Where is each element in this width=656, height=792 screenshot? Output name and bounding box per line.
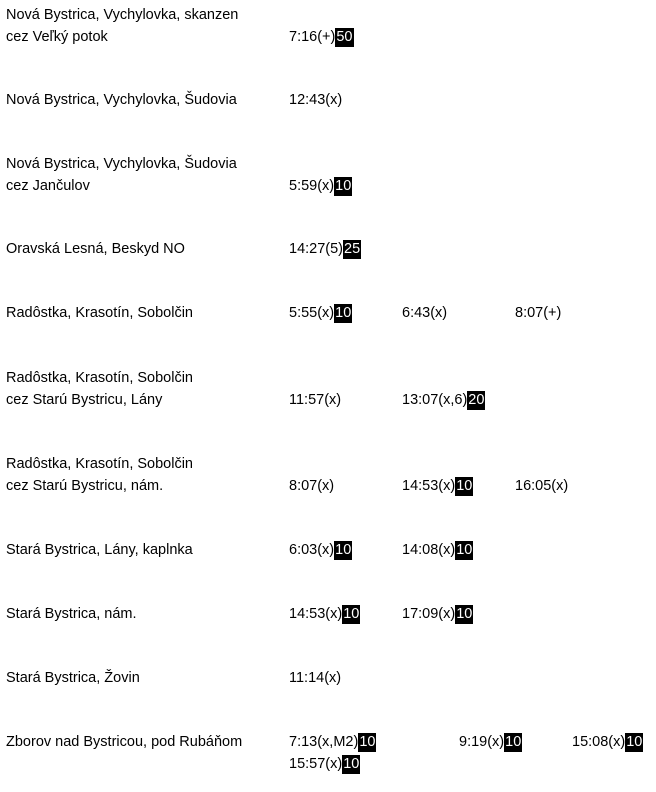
destination: [6, 238, 286, 260]
destination-line: cez Jančulov: [6, 178, 90, 194]
departure-time: [289, 26, 354, 48]
schedule-row: [6, 302, 656, 350]
destination: [6, 731, 286, 753]
time-text: 15:57(x): [289, 756, 343, 772]
schedule-row: [6, 153, 656, 201]
time-text: 13:07(x,6): [402, 392, 468, 408]
frequency-badge: 10: [343, 606, 360, 622]
destination: [6, 367, 286, 411]
destination: [6, 302, 286, 324]
destination-line: Radôstka, Krasotín, Sobolčin: [6, 370, 193, 386]
destination-line: Oravská Lesná, Beskyd NO: [6, 241, 185, 257]
departure-time: [289, 753, 360, 775]
destination: [6, 603, 286, 625]
time-text: 11:14(x): [289, 670, 342, 686]
destination: [6, 89, 286, 111]
destination-line: Zborov nad Bystricou, pod Rubáňom: [6, 734, 243, 750]
departure-time: [289, 667, 341, 689]
departure-times: [289, 539, 656, 587]
destination-line: Stará Bystrica, Lány, kaplnka: [6, 542, 193, 558]
time-text: 17:09(x): [402, 606, 456, 622]
destination-line: Nová Bystrica, Vychylovka, skanzen: [6, 7, 239, 23]
destination-line: Radôstka, Krasotín, Sobolčin: [6, 305, 193, 321]
destination: [6, 4, 286, 48]
departure-time: [572, 731, 643, 753]
time-text: 14:08(x): [402, 542, 456, 558]
schedule-row: [6, 453, 656, 501]
departure-time: [289, 302, 352, 324]
destination-line: Stará Bystrica, Žovin: [6, 670, 140, 686]
departure-time: [289, 175, 352, 197]
departure-time: [402, 475, 473, 497]
destination-line: cez Starú Bystricu, Lány: [6, 392, 163, 408]
frequency-badge: 10: [343, 756, 360, 772]
schedule-row: [6, 4, 656, 52]
departure-time: [402, 389, 485, 411]
frequency-badge: 10: [359, 734, 376, 750]
time-text: 8:07(x): [289, 478, 335, 494]
schedule-row: [6, 731, 656, 779]
time-text: 5:59(x): [289, 178, 335, 194]
time-text: 8:07(+): [515, 305, 562, 321]
time-text: 16:05(x): [515, 478, 569, 494]
departure-times: [289, 302, 656, 350]
departure-time: [515, 475, 568, 497]
schedule-row: [6, 603, 656, 651]
destination-line: Radôstka, Krasotín, Sobolčin: [6, 456, 193, 472]
schedule-row: [6, 89, 656, 137]
schedule-row: [6, 238, 656, 286]
departure-time: [289, 539, 352, 561]
departure-time: [289, 389, 341, 411]
departure-time: [459, 731, 522, 753]
time-text: 14:27(5): [289, 241, 344, 257]
departure-time: [515, 302, 561, 324]
departure-times: [289, 367, 656, 415]
time-text: 14:53(x): [402, 478, 456, 494]
time-text: 12:43(x): [289, 92, 343, 108]
departure-times: [289, 238, 656, 286]
frequency-badge: 50: [336, 29, 353, 45]
time-text: 11:57(x): [289, 392, 342, 408]
destination-line: Nová Bystrica, Vychylovka, Šudovia: [6, 92, 237, 108]
departure-times: [289, 667, 656, 715]
frequency-badge: 20: [468, 392, 485, 408]
time-text: 6:03(x): [289, 542, 335, 558]
destination-line: cez Starú Bystricu, nám.: [6, 478, 164, 494]
time-text: 7:16(+): [289, 29, 336, 45]
departure-time: [289, 603, 360, 625]
departure-time: [289, 89, 342, 111]
time-text: 5:55(x): [289, 305, 335, 321]
departure-time: [402, 603, 473, 625]
departure-time: [289, 475, 334, 497]
departure-times: [289, 731, 656, 779]
frequency-badge: 10: [505, 734, 522, 750]
schedule-row: [6, 539, 656, 587]
time-text: 7:13(x,M2): [289, 734, 359, 750]
frequency-badge: 10: [626, 734, 643, 750]
departure-time: [402, 302, 447, 324]
departure-times: [289, 153, 656, 201]
frequency-badge: 10: [456, 606, 473, 622]
schedule-row: [6, 367, 656, 415]
destination: [6, 539, 286, 561]
time-text: 15:08(x): [572, 734, 626, 750]
frequency-badge: 25: [344, 241, 361, 257]
destination: [6, 667, 286, 689]
departure-time: [289, 731, 376, 753]
frequency-badge: 10: [335, 542, 352, 558]
departure-time: [402, 539, 473, 561]
departure-times: [289, 603, 656, 651]
destination-line: Stará Bystrica, nám.: [6, 606, 137, 622]
frequency-badge: 10: [456, 542, 473, 558]
departure-times: [289, 4, 656, 52]
destination-line: cez Veľký potok: [6, 29, 108, 45]
departure-times: [289, 89, 656, 137]
destination: [6, 453, 286, 497]
frequency-badge: 10: [456, 478, 473, 494]
time-text: 9:19(x): [459, 734, 505, 750]
frequency-badge: 10: [335, 305, 352, 321]
departure-times: [289, 453, 656, 501]
schedule-row: [6, 667, 656, 715]
departure-time: [289, 238, 361, 260]
destination: [6, 153, 286, 197]
time-text: 14:53(x): [289, 606, 343, 622]
time-text: 6:43(x): [402, 305, 448, 321]
frequency-badge: 10: [335, 178, 352, 194]
destination-line: Nová Bystrica, Vychylovka, Šudovia: [6, 156, 237, 172]
